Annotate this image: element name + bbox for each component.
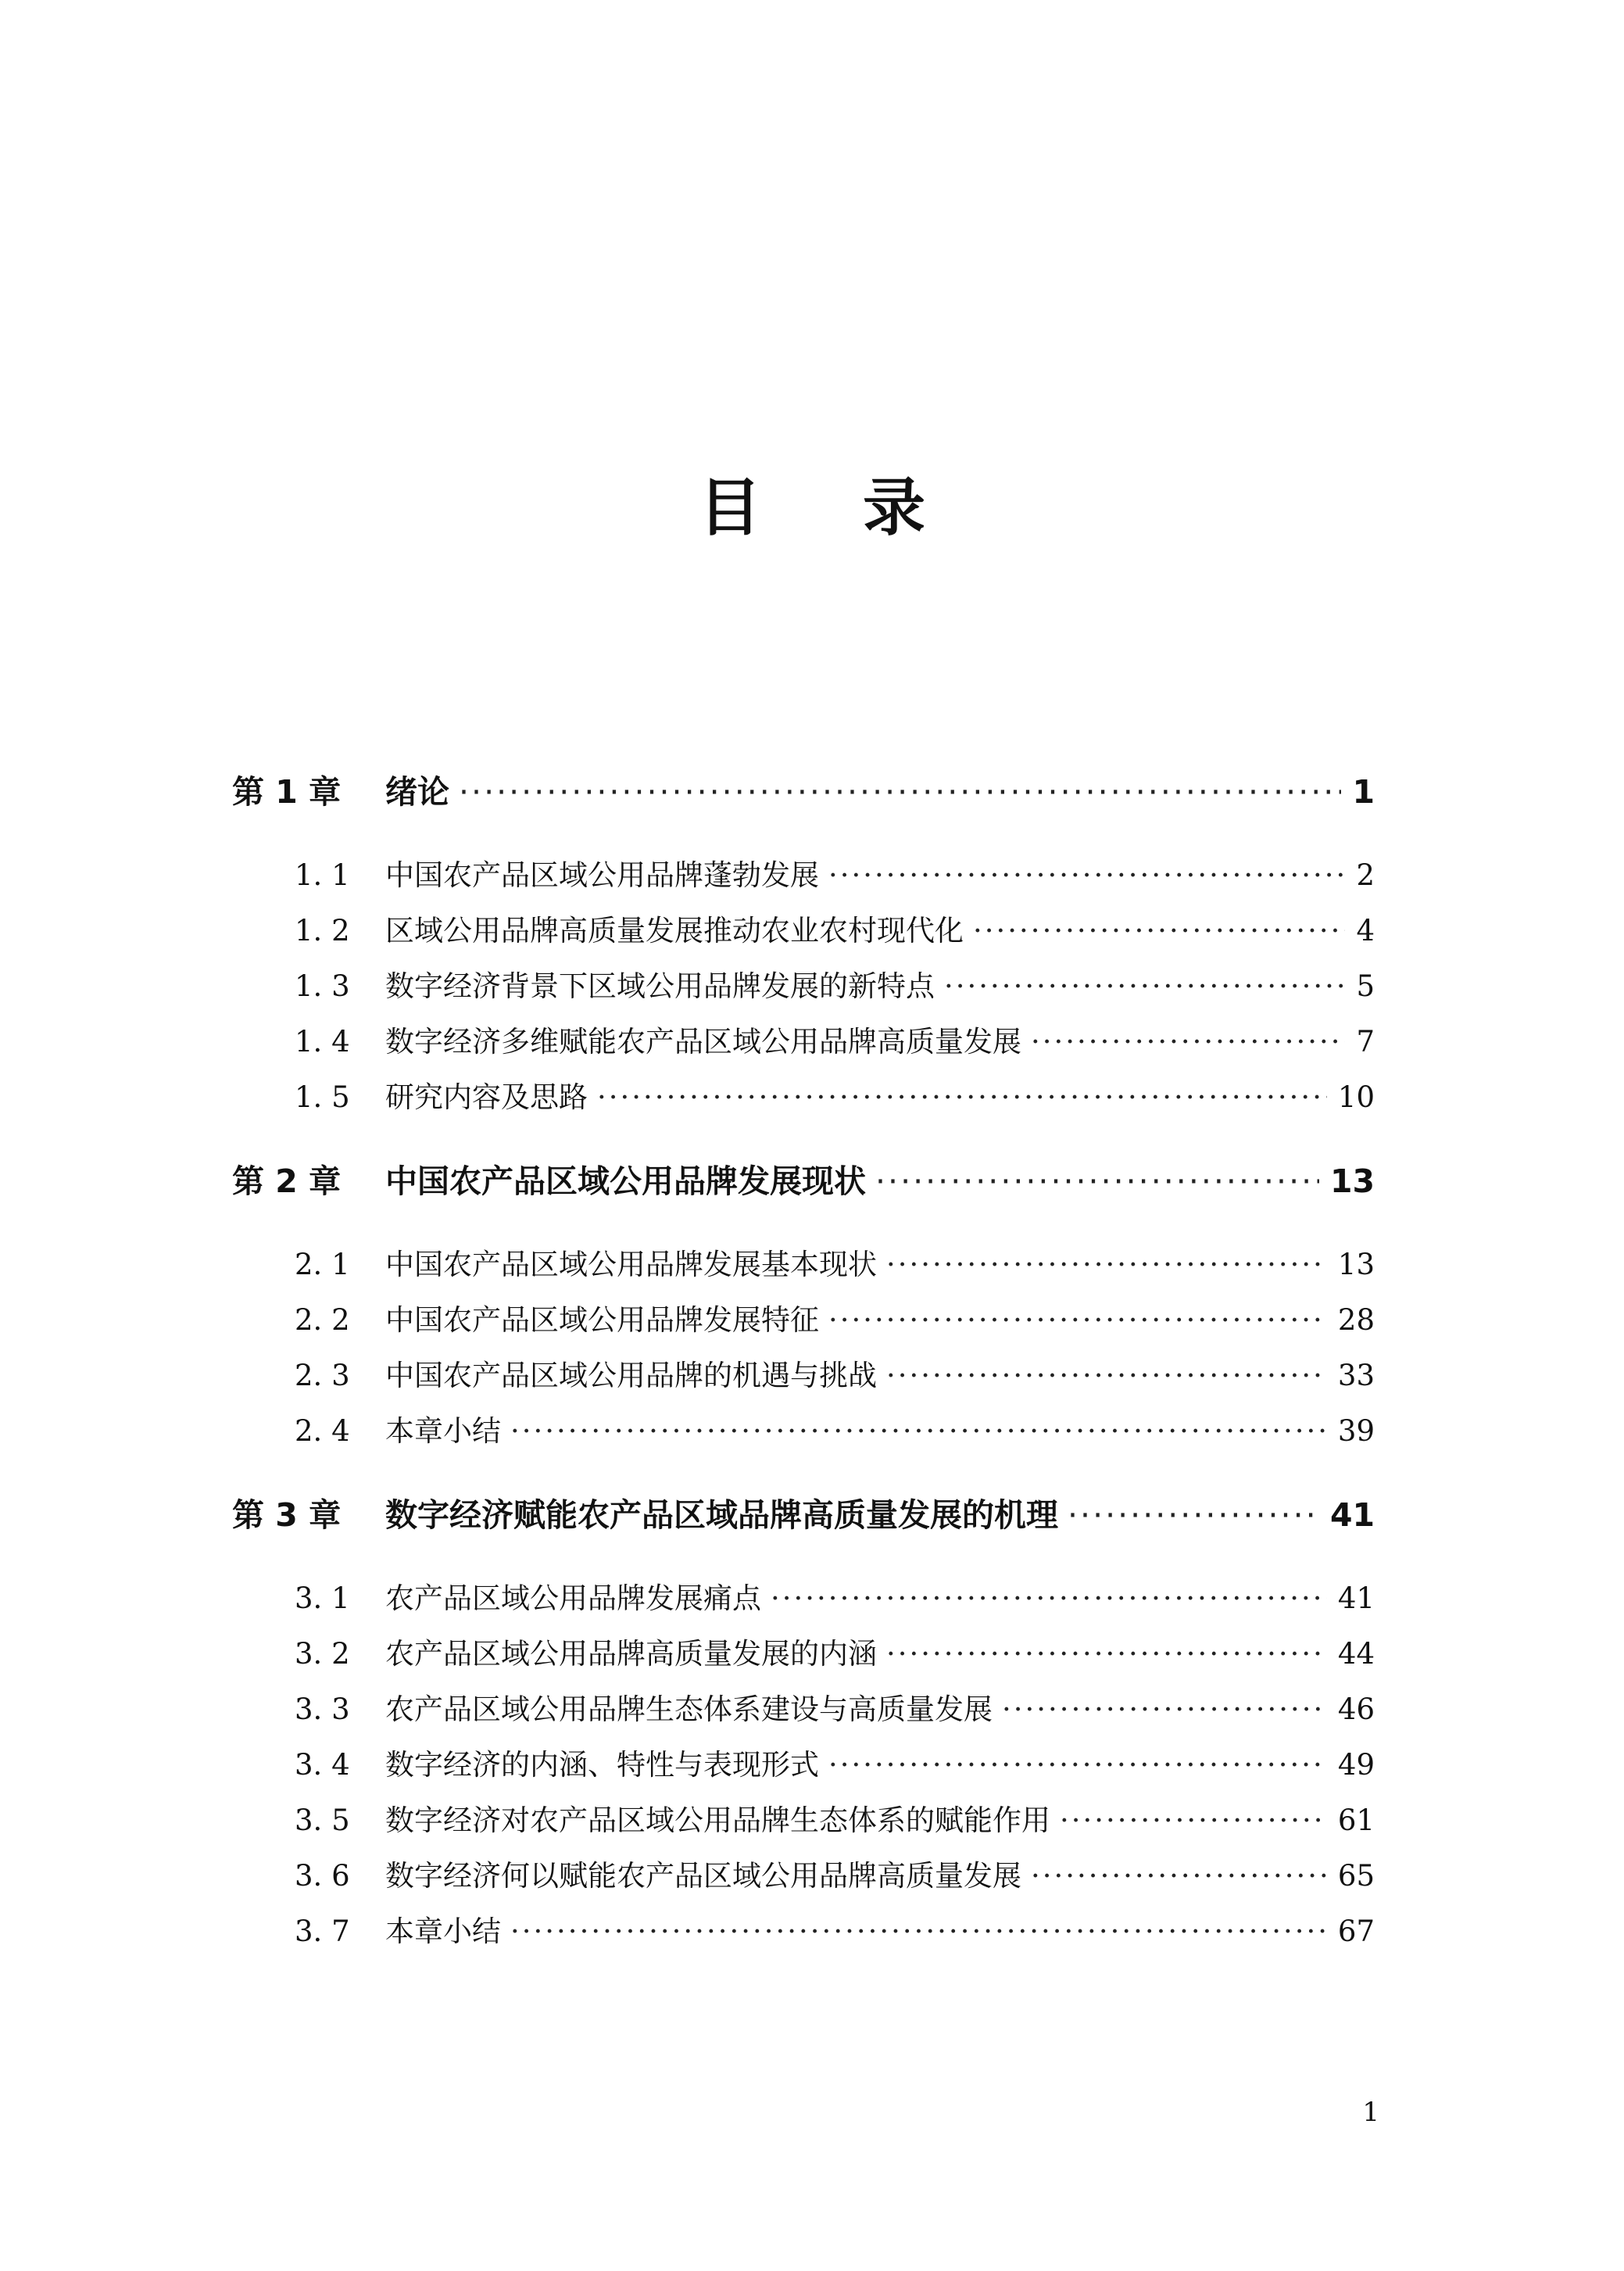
section-number: 3. 1 [295, 1581, 350, 1615]
section-number: 2. 4 [295, 1414, 350, 1448]
toc-section-entry[interactable] [232, 1014, 1375, 1069]
toc-section-entry[interactable] [232, 1626, 1375, 1682]
section-title: 研究内容及思路 [385, 1080, 588, 1114]
dot-leader [771, 1571, 1327, 1626]
section-title: 中国农产品区域公用品牌蓬勃发展 [385, 858, 819, 892]
page-title: 目录 [699, 471, 1027, 544]
dot-leader [1060, 1793, 1327, 1848]
section-page-number: 44 [1337, 1637, 1375, 1671]
dot-leader [944, 958, 1345, 1014]
chapter-number: 第 1 章 [232, 773, 342, 811]
toc-section-entry[interactable] [232, 1737, 1375, 1793]
dot-leader [973, 903, 1345, 958]
section-number: 3. 3 [295, 1693, 350, 1726]
chapter-title: 绪论 [385, 773, 449, 811]
dot-leader [1031, 1848, 1327, 1904]
toc-section-entry[interactable] [232, 1237, 1375, 1292]
dot-leader [510, 1403, 1327, 1459]
section-page-number: 41 [1337, 1581, 1375, 1615]
table-of-contents [232, 765, 1375, 1959]
chapter-title: 中国农产品区域公用品牌发展现状 [385, 1162, 866, 1200]
section-number: 3. 4 [295, 1748, 350, 1782]
chapter-title: 数字经济赋能农产品区域品牌高质量发展的机理 [385, 1496, 1058, 1534]
dot-leader [597, 1069, 1327, 1125]
toc-section-entry[interactable] [232, 1904, 1375, 1959]
section-number: 3. 2 [295, 1637, 350, 1671]
dot-leader [510, 1904, 1327, 1959]
toc-section-entry[interactable] [232, 1403, 1375, 1459]
section-title: 数字经济对农产品区域公用品牌生态体系的赋能作用 [385, 1804, 1050, 1837]
section-title: 农产品区域公用品牌发展痛点 [385, 1581, 761, 1615]
section-number: 1. 3 [295, 969, 350, 1003]
section-number: 2. 3 [295, 1359, 350, 1392]
section-number: 1. 2 [295, 914, 350, 947]
section-title: 中国农产品区域公用品牌的机遇与挑战 [385, 1359, 877, 1392]
toc-section-entry[interactable] [232, 847, 1375, 903]
dot-leader [828, 1292, 1327, 1348]
toc-section-entry[interactable] [232, 958, 1375, 1014]
dot-leader [1068, 1488, 1319, 1542]
section-number: 1. 1 [295, 858, 350, 892]
section-title: 数字经济多维赋能农产品区域公用品牌高质量发展 [385, 1025, 1021, 1058]
section-number: 1. 4 [295, 1025, 350, 1058]
section-title: 数字经济的内涵、特性与表现形式 [385, 1748, 819, 1782]
section-page-number: 49 [1337, 1748, 1375, 1782]
chapter-page-number: 13 [1329, 1162, 1375, 1200]
section-page-number: 39 [1337, 1414, 1375, 1448]
dot-leader [886, 1237, 1327, 1292]
chapter-page-number: 41 [1329, 1496, 1375, 1534]
toc-section-entry[interactable] [232, 1571, 1375, 1626]
section-page-number: 13 [1337, 1248, 1375, 1281]
chapter-number: 第 3 章 [232, 1496, 342, 1534]
chapter-number: 第 2 章 [232, 1162, 342, 1200]
toc-section-entry[interactable] [232, 1848, 1375, 1904]
dot-leader [828, 1737, 1327, 1793]
toc-section-entry[interactable] [232, 1292, 1375, 1348]
dot-leader [1002, 1682, 1327, 1737]
toc-section-entry[interactable] [232, 1348, 1375, 1403]
toc-chapter-entry[interactable] [232, 1488, 1375, 1542]
dot-leader [886, 1626, 1327, 1682]
dot-leader [875, 1154, 1319, 1209]
toc-section-entry[interactable] [232, 1069, 1375, 1125]
section-title: 农产品区域公用品牌高质量发展的内涵 [385, 1637, 877, 1671]
section-page-number: 5 [1356, 969, 1375, 1003]
section-page-number: 61 [1337, 1804, 1375, 1837]
dot-leader [886, 1348, 1327, 1403]
dot-leader [828, 847, 1345, 903]
toc-section-entry[interactable] [232, 903, 1375, 958]
section-page-number: 7 [1356, 1025, 1375, 1058]
section-page-number: 46 [1337, 1693, 1375, 1726]
page-number: 1 [1362, 2097, 1379, 2128]
section-title: 本章小结 [385, 1414, 501, 1448]
section-number: 3. 7 [295, 1915, 350, 1948]
section-page-number: 10 [1337, 1080, 1375, 1114]
section-page-number: 65 [1337, 1859, 1375, 1893]
section-title: 数字经济背景下区域公用品牌发展的新特点 [385, 969, 935, 1003]
section-page-number: 33 [1337, 1359, 1375, 1392]
section-page-number: 4 [1356, 914, 1375, 947]
section-title: 中国农产品区域公用品牌发展基本现状 [385, 1248, 877, 1281]
section-number: 3. 6 [295, 1859, 350, 1893]
section-number: 3. 5 [295, 1804, 350, 1837]
dot-leader [1031, 1014, 1345, 1069]
section-page-number: 67 [1337, 1915, 1375, 1948]
toc-section-entry[interactable] [232, 1793, 1375, 1848]
chapter-page-number: 1 [1352, 773, 1375, 811]
section-title: 区域公用品牌高质量发展推动农业农村现代化 [385, 914, 964, 947]
toc-chapter-entry[interactable] [232, 1154, 1375, 1209]
section-number: 1. 5 [295, 1080, 350, 1114]
section-title: 本章小结 [385, 1915, 501, 1948]
dot-leader [459, 765, 1341, 819]
section-page-number: 2 [1356, 858, 1375, 892]
section-title: 中国农产品区域公用品牌发展特征 [385, 1303, 819, 1337]
toc-section-entry[interactable] [232, 1682, 1375, 1737]
section-title: 农产品区域公用品牌生态体系建设与高质量发展 [385, 1693, 993, 1726]
section-number: 2. 1 [295, 1248, 350, 1281]
toc-chapter-entry[interactable] [232, 765, 1375, 819]
section-page-number: 28 [1337, 1303, 1375, 1337]
section-number: 2. 2 [295, 1303, 350, 1337]
section-title: 数字经济何以赋能农产品区域公用品牌高质量发展 [385, 1859, 1021, 1893]
